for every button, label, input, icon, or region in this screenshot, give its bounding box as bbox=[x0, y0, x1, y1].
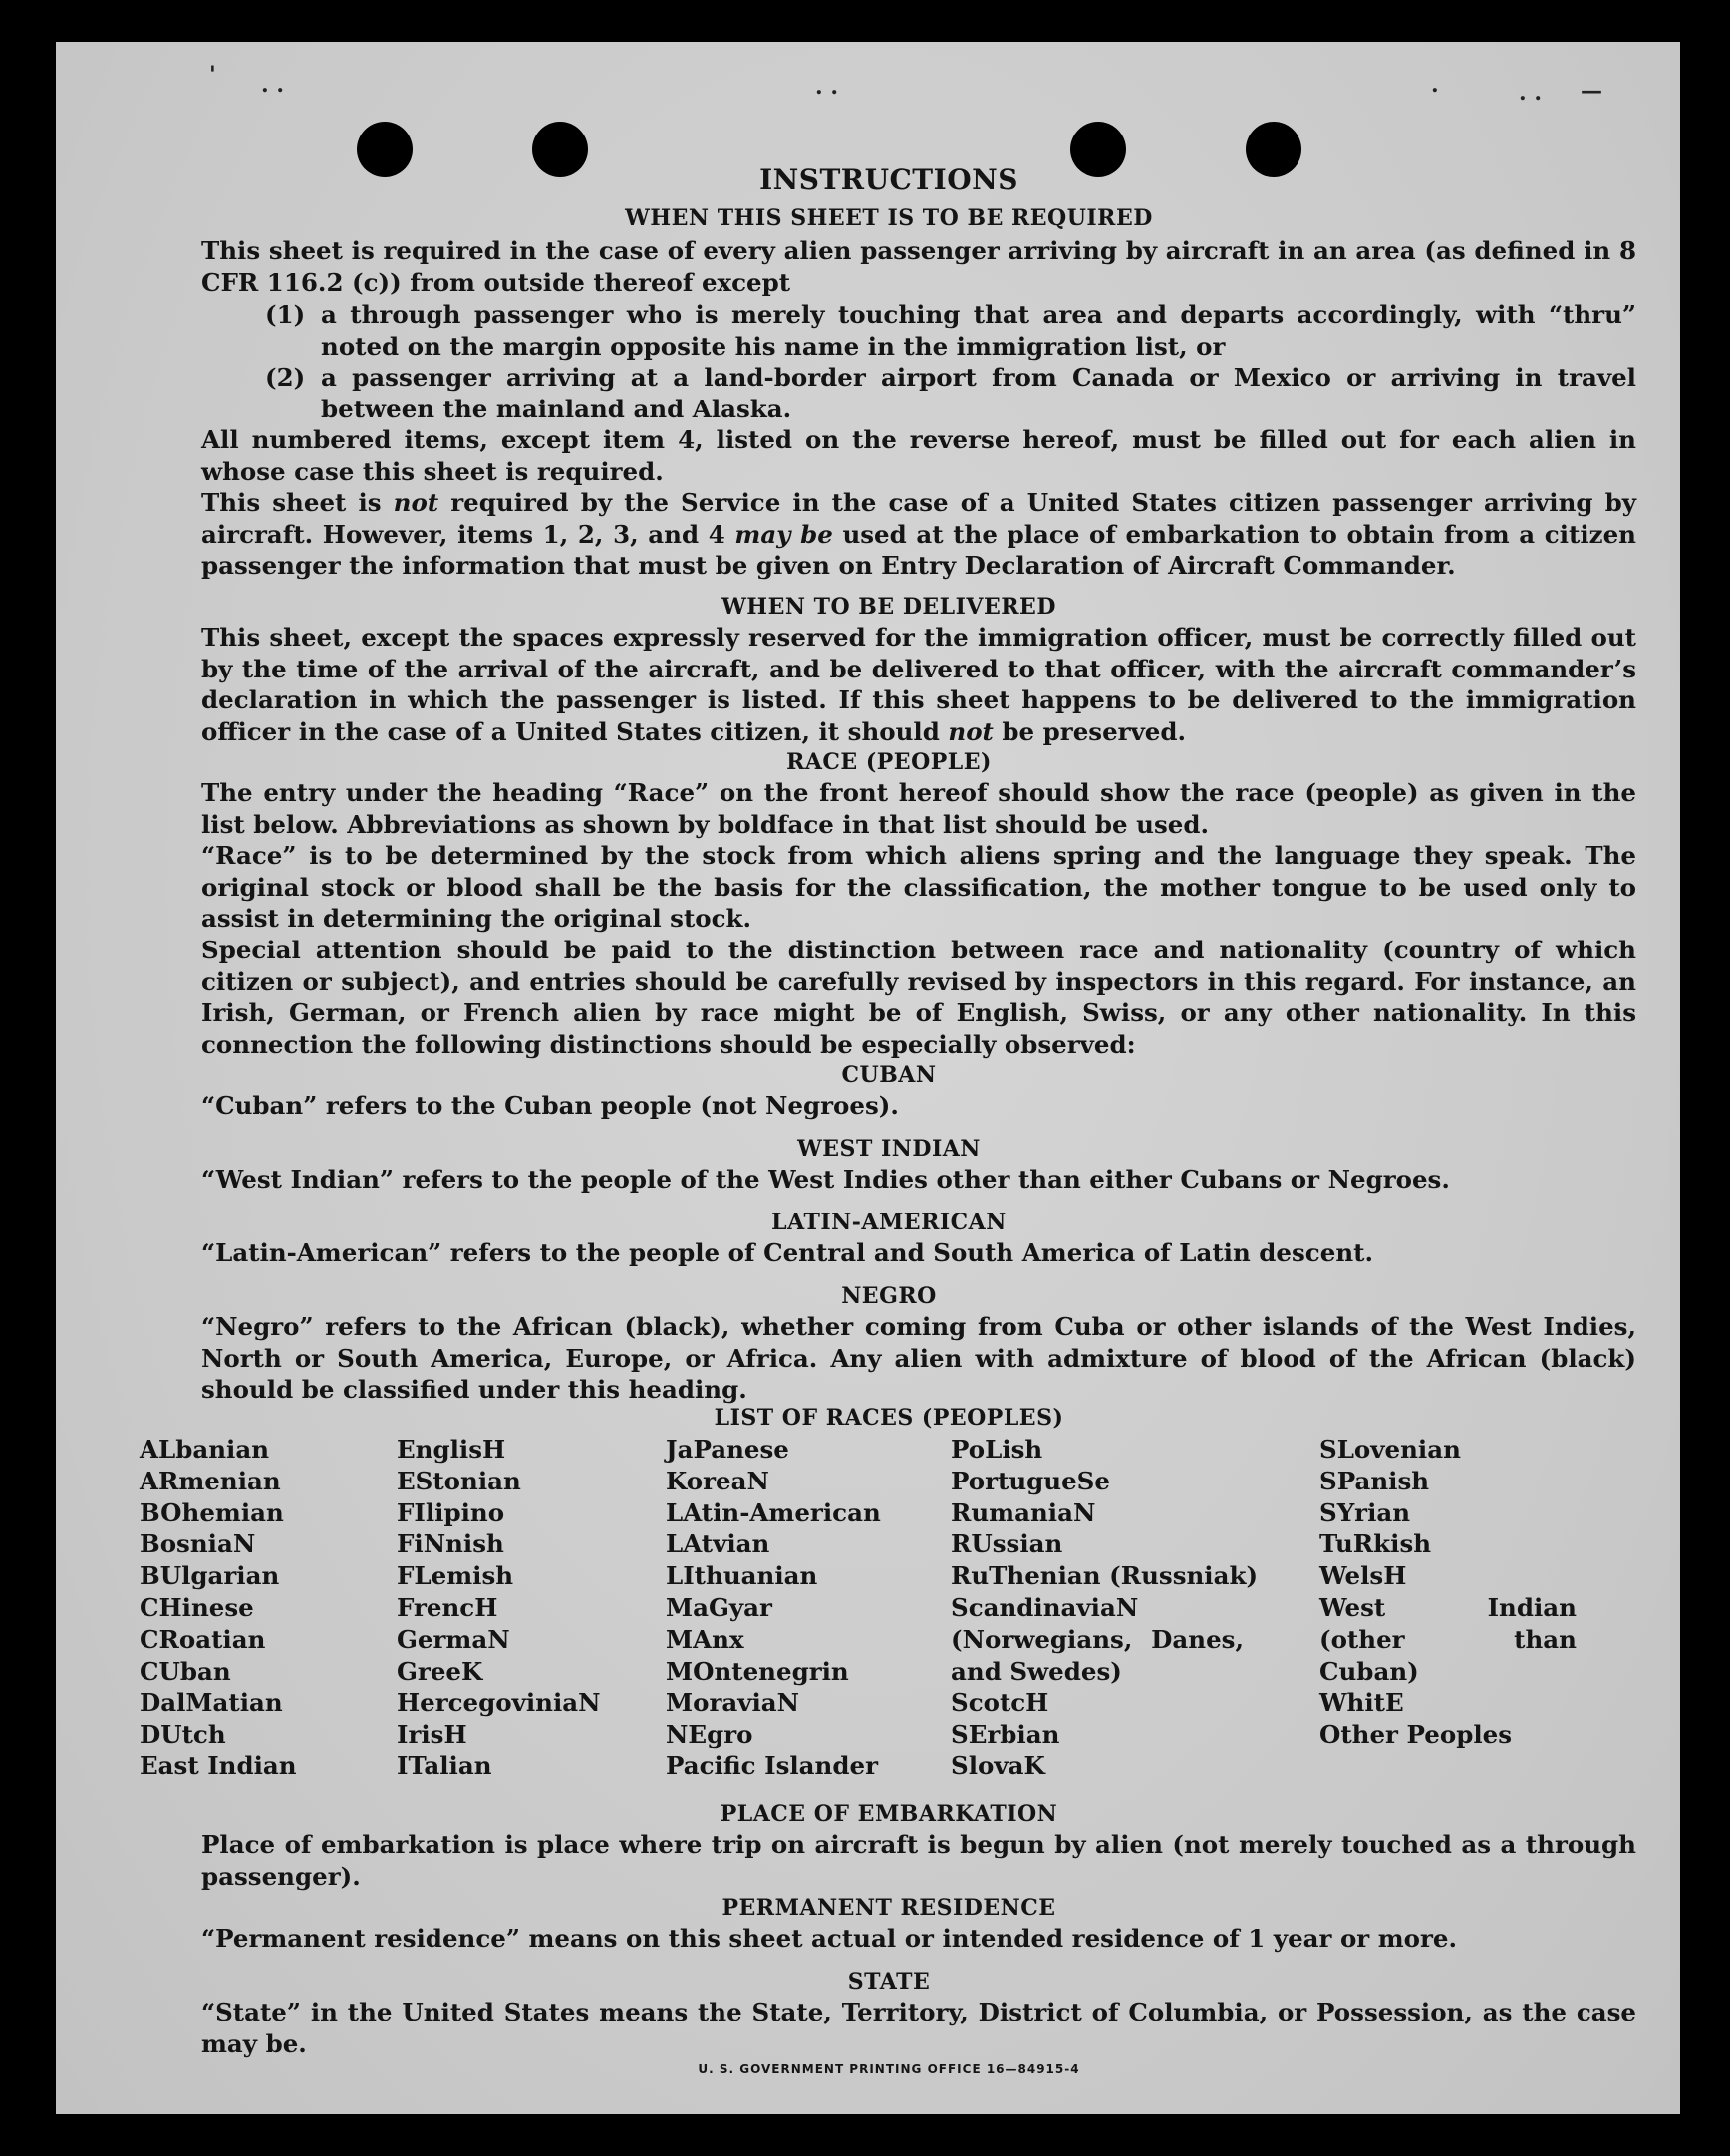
section-heading-race: RACE (PEOPLE) bbox=[786, 749, 992, 775]
emphasis-not: not bbox=[948, 716, 994, 746]
races-column-2 bbox=[397, 1434, 656, 1782]
race-entry: CHinese bbox=[140, 1592, 254, 1622]
race-entry: East Indian bbox=[140, 1751, 297, 1780]
latin-american-definition: “Latin-American” refers to the people of Central and South America of Latin descent. bbox=[201, 1238, 1373, 1267]
race-entry: ARmenian bbox=[140, 1466, 281, 1495]
ink-speck: — bbox=[1581, 78, 1602, 104]
section-heading-latin-american: LATIN-AMERICAN bbox=[771, 1210, 1007, 1235]
race-entry: KoreaN bbox=[666, 1466, 769, 1495]
section-heading-negro: NEGRO bbox=[841, 1283, 937, 1309]
race-entry: ALbanian bbox=[140, 1435, 270, 1464]
race-entry: CUban bbox=[140, 1656, 231, 1686]
race-entry: GreeK bbox=[397, 1656, 483, 1686]
required-intro: This sheet is required in the case of every alien passenger arriving by aircraft in an area (as defined in 8 CFR 116.2 (c)) from outside thereof except bbox=[201, 236, 1636, 297]
race-paragraph-1: The entry under the heading “Race” on the front hereof should show the race (people) as given in the list below. Abbreviations as shown by boldface in that list should be used. bbox=[201, 778, 1636, 839]
exception-number: (1) bbox=[265, 300, 306, 329]
races-column-4 bbox=[951, 1434, 1259, 1782]
residence-definition: “Permanent residence” means on this sheet actual or intended residence of 1 year or more. bbox=[201, 1924, 1458, 1953]
delivered-paragraph: This sheet, except the spaces expressly reserved for the immigration officer, must be correctly filled out by the time of the arrival of the aircraft, and be delivered to that officer, with the aircraft commander’s declaration in which the passenger is listed. If this sheet happens to be delivered to the immigration officer in the case of a United States citizen, it should not be preserved. bbox=[201, 623, 1636, 746]
race-entry: SYrian bbox=[1319, 1497, 1411, 1527]
section-heading-state: STATE bbox=[847, 1969, 931, 1995]
section-heading-required: WHEN THIS SHEET IS TO BE REQUIRED bbox=[625, 205, 1153, 231]
race-entry: NEgro bbox=[666, 1720, 753, 1750]
emphasis-not: not bbox=[393, 488, 439, 517]
race-entry: BUlgarian bbox=[140, 1561, 280, 1591]
west-indian-definition: “West Indian” refers to the people of the West Indies other than either Cubans or Negroes. bbox=[201, 1165, 1450, 1194]
race-entry: ITalian bbox=[397, 1751, 492, 1780]
race-entry: SErbian bbox=[951, 1720, 1060, 1750]
citizen-paragraph: This sheet is not required by the Service in the case of a United States citizen passenger arriving by aircraft. However, items 1, 2, 3, and 4 may be used at the place of embarkation to obtain from a citizen passenger the information that must be given on Entry Declaration of Aircraft Commander. bbox=[201, 488, 1636, 580]
race-paragraph-3: Special attention should be paid to the distinction between race and nationality (country of which citizen or subject), and entries should be carefully revised by inspectors in this regard. For instance, an Irish, German, or French alien by race might be of English, Swiss, or any other nationality. In this connection the following distinctions should be especially observed: bbox=[201, 936, 1636, 1059]
race-entry: DUtch bbox=[140, 1720, 226, 1750]
section-heading-races-list: LIST OF RACES (PEOPLES) bbox=[714, 1405, 1064, 1431]
races-column-1 bbox=[140, 1434, 389, 1782]
race-entry: RuThenian (Russniak) bbox=[951, 1561, 1259, 1591]
race-entry: JaPanese bbox=[666, 1435, 789, 1464]
numbered-items-paragraph: All numbered items, except item 4, listed on the reverse hereof, must be filled out for each alien in whose case this sheet is required. bbox=[201, 425, 1636, 486]
ink-speck: . . bbox=[261, 72, 284, 98]
exception-text: a passenger arriving at a land-border airport from Canada or Mexico or arriving in travel between the mainland and Alaska. bbox=[321, 363, 1636, 423]
section-heading-delivered: WHEN TO BE DELIVERED bbox=[721, 594, 1056, 620]
race-entry: GermaN bbox=[397, 1624, 510, 1654]
printing-office-footer: U. S. GOVERNMENT PRINTING OFFICE 16—84915-4 bbox=[698, 2062, 1080, 2076]
race-entry: LAtvian bbox=[666, 1529, 770, 1559]
section-heading-cuban: CUBAN bbox=[841, 1062, 937, 1088]
race-entry: WelsH bbox=[1319, 1561, 1407, 1591]
race-entry: PoLish bbox=[951, 1435, 1043, 1464]
embarkation-definition: Place of embarkation is place where trip on aircraft is begun by alien (not merely touched as a through passenger). bbox=[201, 1830, 1636, 1891]
document-sheet bbox=[56, 42, 1680, 2114]
ink-speck: . . bbox=[815, 74, 838, 100]
race-entry: BOhemian bbox=[140, 1497, 284, 1527]
race-entry: IrisH bbox=[397, 1720, 467, 1750]
race-entry: CRoatian bbox=[140, 1624, 266, 1654]
race-entry: SlovaK bbox=[951, 1751, 1045, 1780]
state-definition: “State” in the United States means the State, Territory, District of Columbia, or Possession, as the case may be. bbox=[201, 1998, 1636, 2058]
race-entry: West Indian (other than Cuban) bbox=[1319, 1592, 1577, 1686]
race-entry: PortugueSe bbox=[951, 1466, 1110, 1495]
race-entry: TuRkish bbox=[1319, 1529, 1432, 1559]
race-entry: LIthuanian bbox=[666, 1561, 818, 1591]
race-entry: Other Peoples bbox=[1319, 1720, 1513, 1750]
race-entry: EnglisH bbox=[397, 1435, 506, 1464]
race-entry: HercegoviniaN bbox=[397, 1688, 601, 1718]
race-entry: FLemish bbox=[397, 1561, 514, 1591]
ink-speck: . bbox=[1431, 72, 1439, 98]
section-heading-embarkation: PLACE OF EMBARKATION bbox=[720, 1801, 1058, 1827]
race-entry: LAtin-American bbox=[666, 1497, 881, 1527]
negro-definition: “Negro” refers to the African (black), whether coming from Cuba or other islands of the West Indies, North or South America, Europe, or Africa. Any alien with admixture of blood of the African (black) should be classified under this heading. bbox=[201, 1312, 1636, 1404]
race-entry: SLovenian bbox=[1319, 1435, 1461, 1464]
race-entry: RumaniaN bbox=[951, 1497, 1096, 1527]
page-title: INSTRUCTIONS bbox=[759, 163, 1018, 196]
race-entry: MoraviaN bbox=[666, 1688, 800, 1718]
race-entry: Pacific Islander bbox=[666, 1751, 878, 1780]
races-column-3 bbox=[666, 1434, 945, 1782]
race-entry: BosniaN bbox=[140, 1529, 256, 1559]
race-entry: FrencH bbox=[397, 1592, 498, 1622]
emphasis-may-be: may be bbox=[734, 519, 833, 549]
race-entry: MOntenegrin bbox=[666, 1656, 849, 1686]
race-entry: ScotcH bbox=[951, 1688, 1049, 1718]
race-entry: SPanish bbox=[1319, 1466, 1430, 1495]
race-entry: ScandinaviaN (Norwegians, Danes, and Swedes) bbox=[951, 1592, 1244, 1686]
exception-number: (2) bbox=[265, 363, 306, 392]
race-entry: WhitE bbox=[1319, 1688, 1404, 1718]
race-entry: FiNnish bbox=[397, 1529, 504, 1559]
ink-speck: . . bbox=[1519, 80, 1542, 106]
race-entry: EStonian bbox=[397, 1466, 521, 1495]
exception-text: a through passenger who is merely touching that area and departs accordingly, with “thru” noted on the margin opposite his name in the immigration list, or bbox=[321, 300, 1636, 361]
cuban-definition: “Cuban” refers to the Cuban people (not Negroes). bbox=[201, 1091, 899, 1120]
ink-speck: ' bbox=[209, 62, 216, 88]
race-entry: MAnx bbox=[666, 1624, 744, 1654]
section-heading-west-indian: WEST INDIAN bbox=[797, 1136, 981, 1162]
race-entry: MaGyar bbox=[666, 1592, 772, 1622]
race-entry: FIlipino bbox=[397, 1497, 505, 1527]
race-paragraph-2: “Race” is to be determined by the stock from which aliens spring and the language they speak. The original stock or blood shall be the basis for the classification, the mother tongue to be used only to assist in determining the original stock. bbox=[201, 841, 1636, 933]
race-entry: DalMatian bbox=[140, 1688, 283, 1718]
section-heading-residence: PERMANENT RESIDENCE bbox=[721, 1895, 1056, 1921]
race-entry: RUssian bbox=[951, 1529, 1063, 1559]
races-column-5 bbox=[1319, 1434, 1579, 1751]
